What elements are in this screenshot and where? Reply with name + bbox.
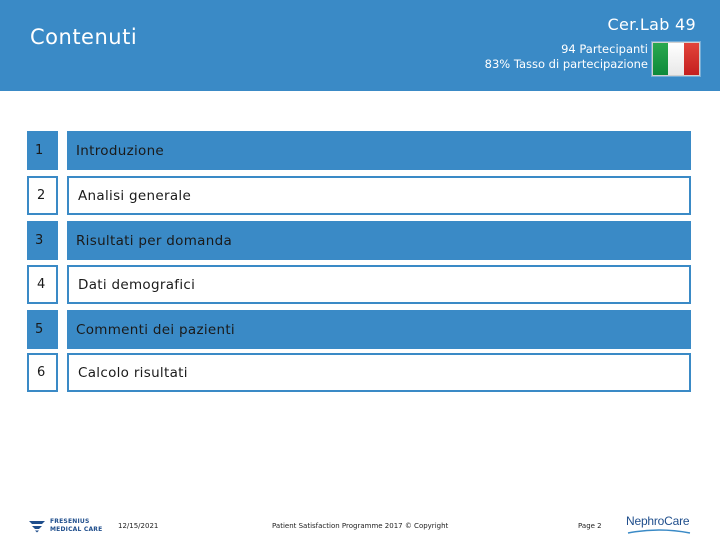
toc-item-number: 1	[27, 131, 58, 170]
fresenius-logo	[28, 517, 108, 537]
italy-flag-icon	[652, 42, 700, 76]
toc-item-introduzione[interactable]	[27, 131, 691, 170]
footer	[0, 510, 720, 540]
toc-item-analisi-generale[interactable]	[27, 176, 691, 215]
nephrocare-logo: NephroCare	[626, 514, 690, 528]
footer-copyright: Patient Satisfaction Programme 2017 © Copyright	[272, 522, 449, 530]
toc-item-label: Risultati per domanda	[67, 221, 691, 260]
toc-item-label: Analisi generale	[67, 176, 691, 215]
fresenius-line2: MEDICAL CARE	[50, 526, 103, 533]
toc-item-number: 5	[27, 310, 58, 349]
fresenius-logo-text	[50, 518, 102, 534]
toc-item-risultati-per-domanda[interactable]	[27, 221, 691, 260]
participation-rate: 83% Tasso di partecipazione	[484, 57, 648, 71]
toc-item-commenti-dei-pazienti[interactable]	[27, 310, 691, 349]
fresenius-logo-icon	[28, 519, 46, 533]
nephrocare-logo-icon	[626, 529, 692, 537]
toc-item-number: 4	[27, 265, 58, 304]
lab-name: Cer.Lab 49	[607, 15, 696, 34]
page-title: Contenuti	[30, 25, 138, 49]
toc-item-dati-demografici[interactable]	[27, 265, 691, 304]
toc-item-label: Dati demografici	[67, 265, 691, 304]
toc-item-calcolo-risultati[interactable]	[27, 353, 691, 392]
fresenius-line1: FRESENIUS	[50, 518, 90, 525]
footer-date: 12/15/2021	[118, 522, 159, 530]
toc-item-number: 3	[27, 221, 58, 260]
toc-item-label: Introduzione	[67, 131, 691, 170]
participants-count: 94 Partecipanti	[561, 42, 648, 56]
toc-item-label: Calcolo risultati	[67, 353, 691, 392]
toc-item-number: 6	[27, 353, 58, 392]
header-banner	[0, 0, 720, 91]
page-number: Page 2	[578, 522, 602, 530]
toc-item-number: 2	[27, 176, 58, 215]
toc-item-label: Commenti dei pazienti	[67, 310, 691, 349]
